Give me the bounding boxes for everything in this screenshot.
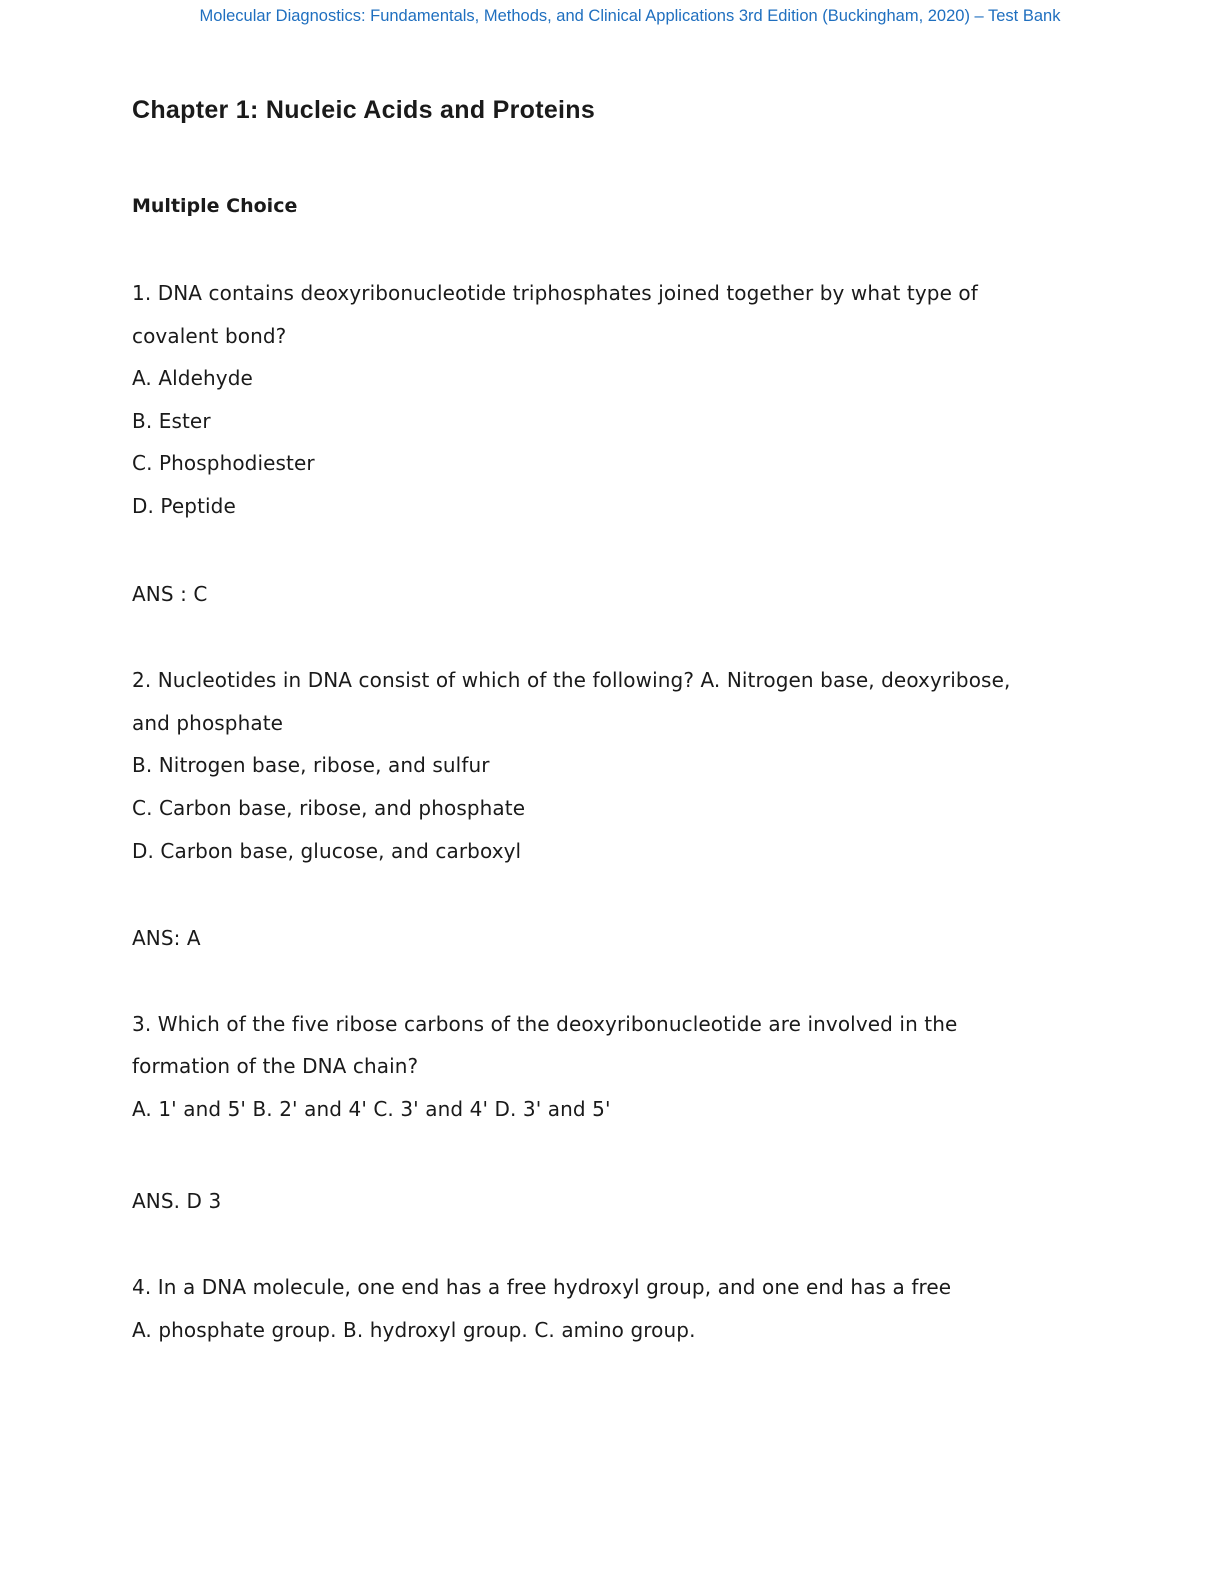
answer-option: C. Carbon base, ribose, and phosphate	[132, 796, 526, 820]
answer-option: B. Nitrogen base, ribose, and sulfur	[132, 753, 490, 777]
question-text-line: and phosphate	[132, 711, 284, 735]
answer-option: D. Peptide	[132, 494, 236, 518]
answer-option: B. Ester	[132, 409, 211, 433]
answer-key: ANS. D 3	[132, 1189, 222, 1213]
running-header: Molecular Diagnostics: Fundamentals, Methods, and Clinical Applications 3rd Edition (Buckingham, 2020) – Test Bank	[199, 7, 1061, 25]
section-title: Multiple Choice	[132, 195, 298, 217]
question-text-line: formation of the DNA chain?	[132, 1054, 419, 1078]
question-text-line: covalent bond?	[132, 324, 287, 348]
question-text-line: 4. In a DNA molecule, one end has a free hydroxyl group, and one end has a free	[132, 1275, 952, 1299]
answer-option: A. phosphate group. B. hydroxyl group. C. amino group.	[132, 1318, 696, 1342]
answer-option: A. 1' and 5' B. 2' and 4' C. 3' and 4' D. 3' and 5'	[132, 1097, 611, 1121]
question-text-line: 3. Which of the five ribose carbons of the deoxyribonucleotide are involved in the	[132, 1012, 958, 1036]
answer-option: A. Aldehyde	[132, 366, 253, 390]
question-text-line: 1. DNA contains deoxyribonucleotide triphosphates joined together by what type of	[132, 281, 978, 305]
question-text-line: 2. Nucleotides in DNA consist of which of the following? A. Nitrogen base, deoxyribose,	[132, 668, 1011, 692]
chapter-title: Chapter 1: Nucleic Acids and Proteins	[132, 96, 596, 124]
answer-key: ANS : C	[132, 582, 208, 606]
answer-key: ANS: A	[132, 926, 201, 950]
answer-option: D. Carbon base, glucose, and carboxyl	[132, 839, 522, 863]
answer-option: C. Phosphodiester	[132, 451, 315, 475]
